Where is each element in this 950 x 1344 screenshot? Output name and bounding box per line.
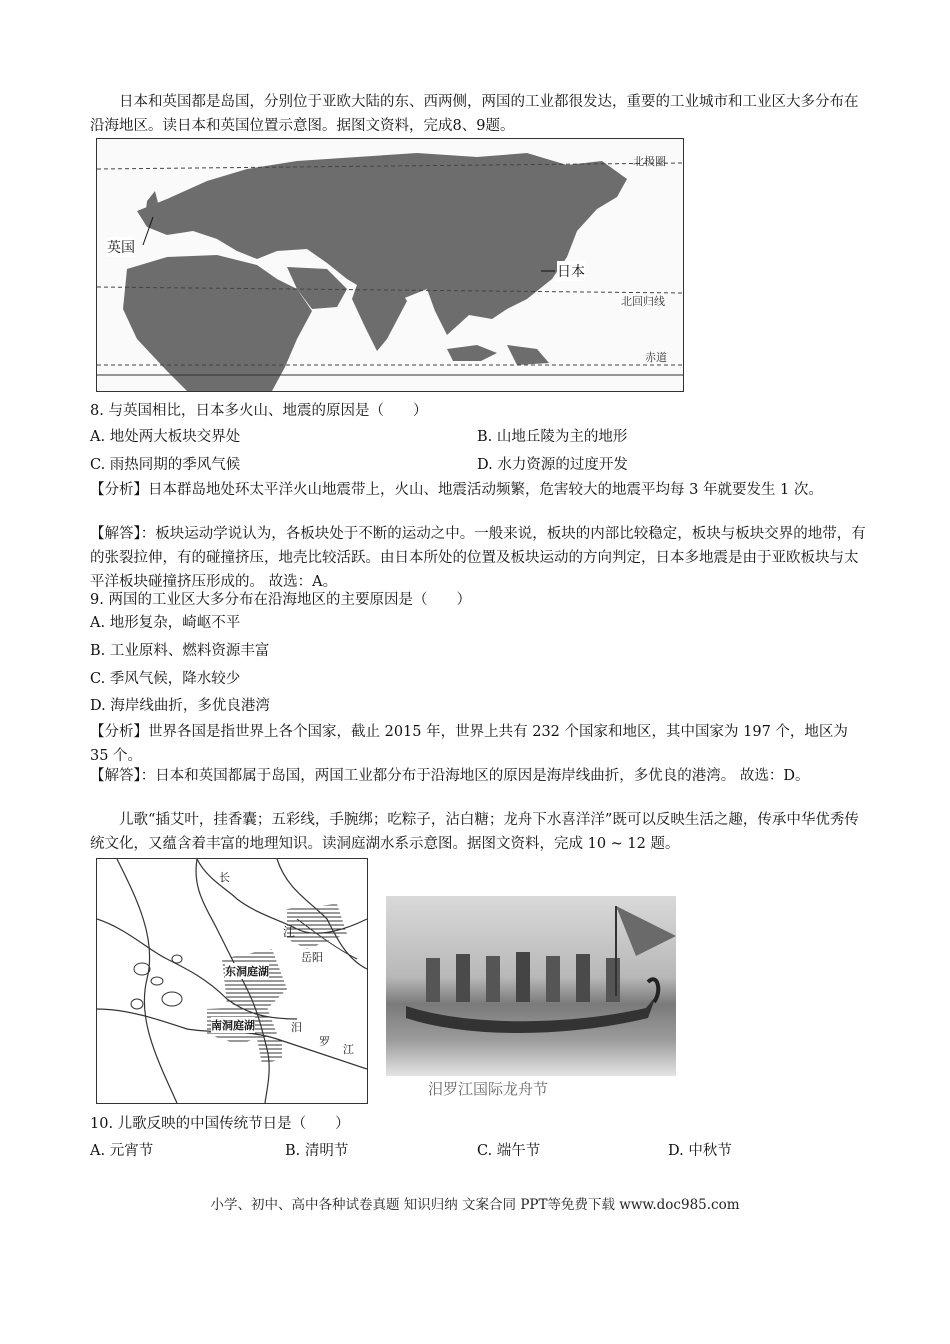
label-japan: 日本 bbox=[557, 261, 585, 281]
dragon-boat-photo bbox=[386, 896, 676, 1076]
label-east-dongting-lake: 东洞庭湖 bbox=[225, 965, 269, 978]
q8-answer: 【解答】：板块运动学说认为，各板块处于不断的运动之中。一般来说，板块的内部比较稳定，板块与板块交界的地带，有的张裂拉伸，有的碰撞挤压，地壳比较活跃。由日本所处的位置及板块运动的方向判定，日本多地震是由于亚欧板块与太平洋板块碰撞挤压形成的。 故选：A。 bbox=[90, 526, 866, 590]
label-jiang-2: 江 bbox=[343, 1043, 354, 1056]
label-yueyang: 岳阳 bbox=[301, 951, 323, 964]
q9-option-b: B. 工业原料、燃料资源丰富 bbox=[90, 643, 270, 659]
label-mi: 汨 bbox=[291, 1021, 302, 1034]
q8-stem: 8. 与英国相比，日本多火山、地震的原因是（ ） bbox=[90, 403, 428, 419]
q9-stem: 9. 两国的工业区大多分布在沿海地区的主要原因是（ ） bbox=[90, 592, 471, 608]
q9-option-a: A. 地形复杂，崎岖不平 bbox=[90, 615, 241, 631]
q8-option-c: C. 雨热同期的季风气候 bbox=[90, 457, 241, 473]
label-luo: 罗 bbox=[319, 1035, 330, 1048]
q9-answer: 【解答】：日本和英国都属于岛国，两国工业都分布于沿海地区的原因是海岸线曲折，多优良的港湾。 故选：D。 bbox=[90, 768, 810, 784]
q9-option-d: D. 海岸线曲折，多优良港湾 bbox=[90, 698, 270, 714]
label-chang: 长 bbox=[219, 871, 230, 884]
intro-paragraph-2: 儿歌“插艾叶，挂香囊；五彩线，手腕绑；吃粽子，沾白糖；龙舟下水喜洋洋”既可以反映生活之趣，传承中华优秀传统文化，又蕴含着丰富的地理知识。读洞庭湖水系示意图。据图文资料，完成 10 ~ 12 题。 bbox=[90, 812, 859, 852]
dragon-boat-drawing bbox=[386, 896, 676, 1076]
q8-option-b: B. 山地丘陵为主的地形 bbox=[477, 429, 628, 445]
intro-paragraph-1: 日本和英国都是岛国，分别位于亚欧大陆的东、西两侧，两国的工业都很发达，重要的工业城市和工业区大多分布在沿海地区。读日本和英国位置示意图。据图文资料，完成8、9题。 bbox=[90, 94, 859, 134]
label-tropic-cancer: 北回归线 bbox=[621, 295, 665, 308]
label-uk: 英国 bbox=[107, 237, 135, 257]
q8-option-a: A. 地处两大板块交界处 bbox=[90, 429, 241, 445]
dongting-lake-drawing bbox=[97, 859, 367, 1103]
q8-option-d: D. 水力资源的过度开发 bbox=[477, 457, 628, 473]
q10-option-b: B. 清明节 bbox=[285, 1143, 349, 1159]
eurasia-map-drawing bbox=[97, 139, 683, 391]
q9-option-c: C. 季风气候，降水较少 bbox=[90, 671, 241, 687]
eurasia-map bbox=[96, 138, 684, 392]
q10-option-a: A. 元宵节 bbox=[90, 1143, 154, 1159]
dongting-lake-map bbox=[96, 858, 368, 1104]
q10-option-c: C. 端午节 bbox=[477, 1143, 541, 1159]
label-arctic-circle: 北极圈 bbox=[633, 155, 666, 168]
photo-caption: 汨罗江国际龙舟节 bbox=[428, 1080, 549, 1098]
label-jiang: 江 bbox=[283, 925, 296, 939]
q10-option-d: D. 中秋节 bbox=[668, 1143, 732, 1159]
q10-stem: 10. 儿歌反映的中国传统节日是（ ） bbox=[90, 1116, 350, 1132]
label-equator: 赤道 bbox=[645, 351, 667, 364]
q9-analysis: 【分析】世界各国是指世界上各个国家，截止 2015 年，世界上共有 232 个国家和地区，其中国家为 197 个，地区为 35 个。 bbox=[90, 724, 848, 764]
label-south-dongting-lake: 南洞庭湖 bbox=[211, 1019, 255, 1032]
page-footer: 小学、初中、高中各种试卷真题 知识归纳 文案合同 PPT等免费下载 www.doc985.com bbox=[210, 1197, 740, 1213]
q8-analysis: 【分析】日本群岛地处环太平洋火山地震带上，火山、地震活动频繁，危害较大的地震平均每 3 年就要发生 1 次。 bbox=[90, 482, 823, 498]
